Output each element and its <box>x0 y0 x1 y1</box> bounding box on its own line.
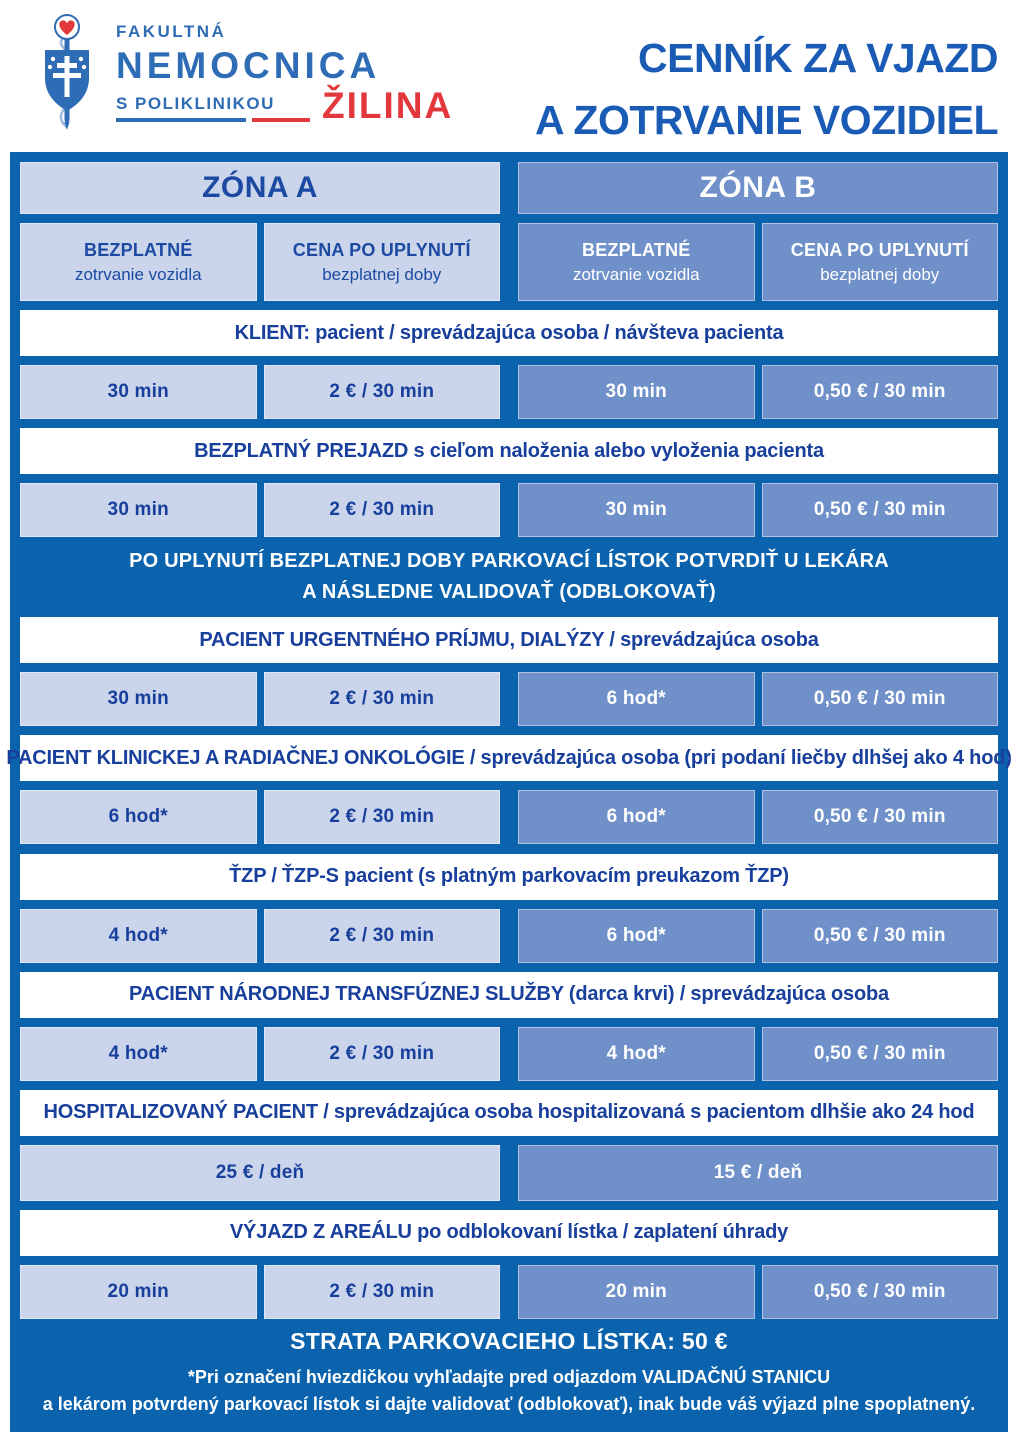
asterisk-note-line2: a lekárom potvrdený parkovací lístok si dajte validovať (odblokovať), inak bude váš výjazd plne spoplatnený. <box>42 1393 976 1414</box>
cell-b-price: 0,50 € / 30 min <box>762 365 999 419</box>
cell-b-free: 6 hod* <box>518 790 755 844</box>
zone-a-header: ZÓNA A <box>20 162 500 214</box>
cell-a-price: 2 € / 30 min <box>264 365 501 419</box>
cell-b-free: 30 min <box>518 483 755 537</box>
header <box>0 0 1018 152</box>
zone-a-price-column-header: CENA PO UPLYNUTÍ bezplatnej doby <box>264 223 501 301</box>
logo-underline <box>116 118 310 122</box>
column-subheader-row <box>20 223 998 301</box>
cell-a-free: 30 min <box>20 672 257 726</box>
hospital-logo <box>30 14 453 137</box>
cell-b-price: 0,50 € / 30 min <box>762 909 999 963</box>
cell-a-day-rate: 25 € / deň <box>20 1145 500 1201</box>
cell-b-price: 0,50 € / 30 min <box>762 672 999 726</box>
cell-a-free: 4 hod* <box>20 909 257 963</box>
validation-note-line2: A NÁSLEDNE VALIDOVAŤ (ODBLOKOVAŤ) <box>302 581 716 604</box>
cell-a-free: 30 min <box>20 483 257 537</box>
cell-b-price: 0,50 € / 30 min <box>762 483 999 537</box>
validation-note-line1: PO UPLYNUTÍ BEZPLATNEJ DOBY PARKOVACÍ LÍSTOK POTVRDIŤ U LEKÁRA <box>129 550 889 573</box>
cell-a-price: 2 € / 30 min <box>264 672 501 726</box>
cell-a-price: 2 € / 30 min <box>264 1265 501 1319</box>
board-footer <box>20 1328 998 1422</box>
cell-b-free: 6 hod* <box>518 672 755 726</box>
cell-a-free: 30 min <box>20 365 257 419</box>
row-banner: KLIENT: pacient / sprevádzajúca osoba / návšteva pacienta <box>20 310 998 356</box>
cell-b-day-rate: 15 € / deň <box>518 1145 998 1201</box>
tariff-row-urgentny-prijem <box>20 617 998 726</box>
row-banner: PACIENT NÁRODNEJ TRANSFÚZNEJ SLUŽBY (darca krvi) / sprevádzajúca osoba <box>20 972 998 1018</box>
tariff-row-klient <box>20 310 998 419</box>
row-banner: PACIENT URGENTNÉHO PRÍJMU, DIALÝZY / sprevádzajúca osoba <box>20 617 998 663</box>
tariff-row-transfuzna-sluzba <box>20 972 998 1081</box>
zone-b-free-column-header: BEZPLATNÉ zotrvanie vozidla <box>518 223 755 301</box>
zone-b-header: ZÓNA B <box>518 162 998 214</box>
tariff-row-onkologia <box>6 735 1012 844</box>
validation-note <box>20 546 998 608</box>
cell-b-free: 20 min <box>518 1265 755 1319</box>
zone-header-row <box>20 162 998 214</box>
page-title <box>535 14 998 151</box>
tariff-board <box>6 152 1012 1432</box>
row-banner: PACIENT KLINICKEJ A RADIAČNEJ ONKOLÓGIE / sprevádzajúca osoba (pri podaní liečby dlhšej ako 4 hod) <box>20 735 998 781</box>
cell-b-price: 0,50 € / 30 min <box>762 790 999 844</box>
cell-a-free: 20 min <box>20 1265 257 1319</box>
cell-a-price: 2 € / 30 min <box>264 483 501 537</box>
cell-b-price: 0,50 € / 30 min <box>762 1265 999 1319</box>
row-banner: ŤZP / ŤZP-S pacient (s platným parkovacím preukazom ŤZP) <box>20 854 998 900</box>
logo-line-s-poliklinikou: S POLIKLINIKOU <box>116 94 275 114</box>
zone-b-price-column-header: CENA PO UPLYNUTÍ bezplatnej doby <box>762 223 999 301</box>
cell-b-free: 4 hod* <box>518 1027 755 1081</box>
page-title-line2: A ZOTRVANIE VOZIDIEL <box>534 96 998 143</box>
cell-a-price: 2 € / 30 min <box>264 909 501 963</box>
logo-line-nemocnica: NEMOCNICA <box>116 45 381 86</box>
cell-a-free: 4 hod* <box>20 1027 257 1081</box>
row-banner: VÝJAZD Z AREÁLU po odblokovaní lístka / zaplatení úhrady <box>20 1210 998 1256</box>
cell-b-free: 30 min <box>518 365 755 419</box>
tariff-row-hospitalizovany <box>20 1090 998 1201</box>
cell-a-price: 2 € / 30 min <box>264 1027 501 1081</box>
zone-a-free-column-header: BEZPLATNÉ zotrvanie vozidla <box>20 223 257 301</box>
asterisk-note-line1: *Pri označení hviezdičkou vyhľadajte pred odjazdom VALIDAČNÚ STANICU <box>187 1366 831 1387</box>
hospital-emblem-icon <box>30 14 104 137</box>
cell-a-free: 6 hod* <box>20 790 257 844</box>
tariff-row-bezplatny-prejazd <box>20 428 998 537</box>
cell-b-price: 0,50 € / 30 min <box>762 1027 999 1081</box>
lost-ticket-fee: STRATA PARKOVACIEHO LÍSTKA: 50 € <box>290 1327 728 1354</box>
tariff-row-tzp <box>20 854 998 963</box>
row-banner: HOSPITALIZOVANÝ PACIENT / sprevádzajúca osoba hospitalizovaná s pacientom dlhšie ako 24 hod <box>20 1090 998 1136</box>
page-title-line1: CENNÍK ZA VJAZD <box>638 35 998 81</box>
cell-b-free: 6 hod* <box>518 909 755 963</box>
logo-line-fakultna: FAKULTNÁ <box>116 22 227 41</box>
logo-line-zilina: ŽILINA <box>322 85 454 126</box>
tariff-row-vyjazd <box>20 1210 998 1319</box>
hospital-logo-text <box>116 14 454 126</box>
cell-a-price: 2 € / 30 min <box>264 790 501 844</box>
row-banner: BEZPLATNÝ PREJAZD s cieľom naloženia alebo vyloženia pacienta <box>20 428 998 474</box>
